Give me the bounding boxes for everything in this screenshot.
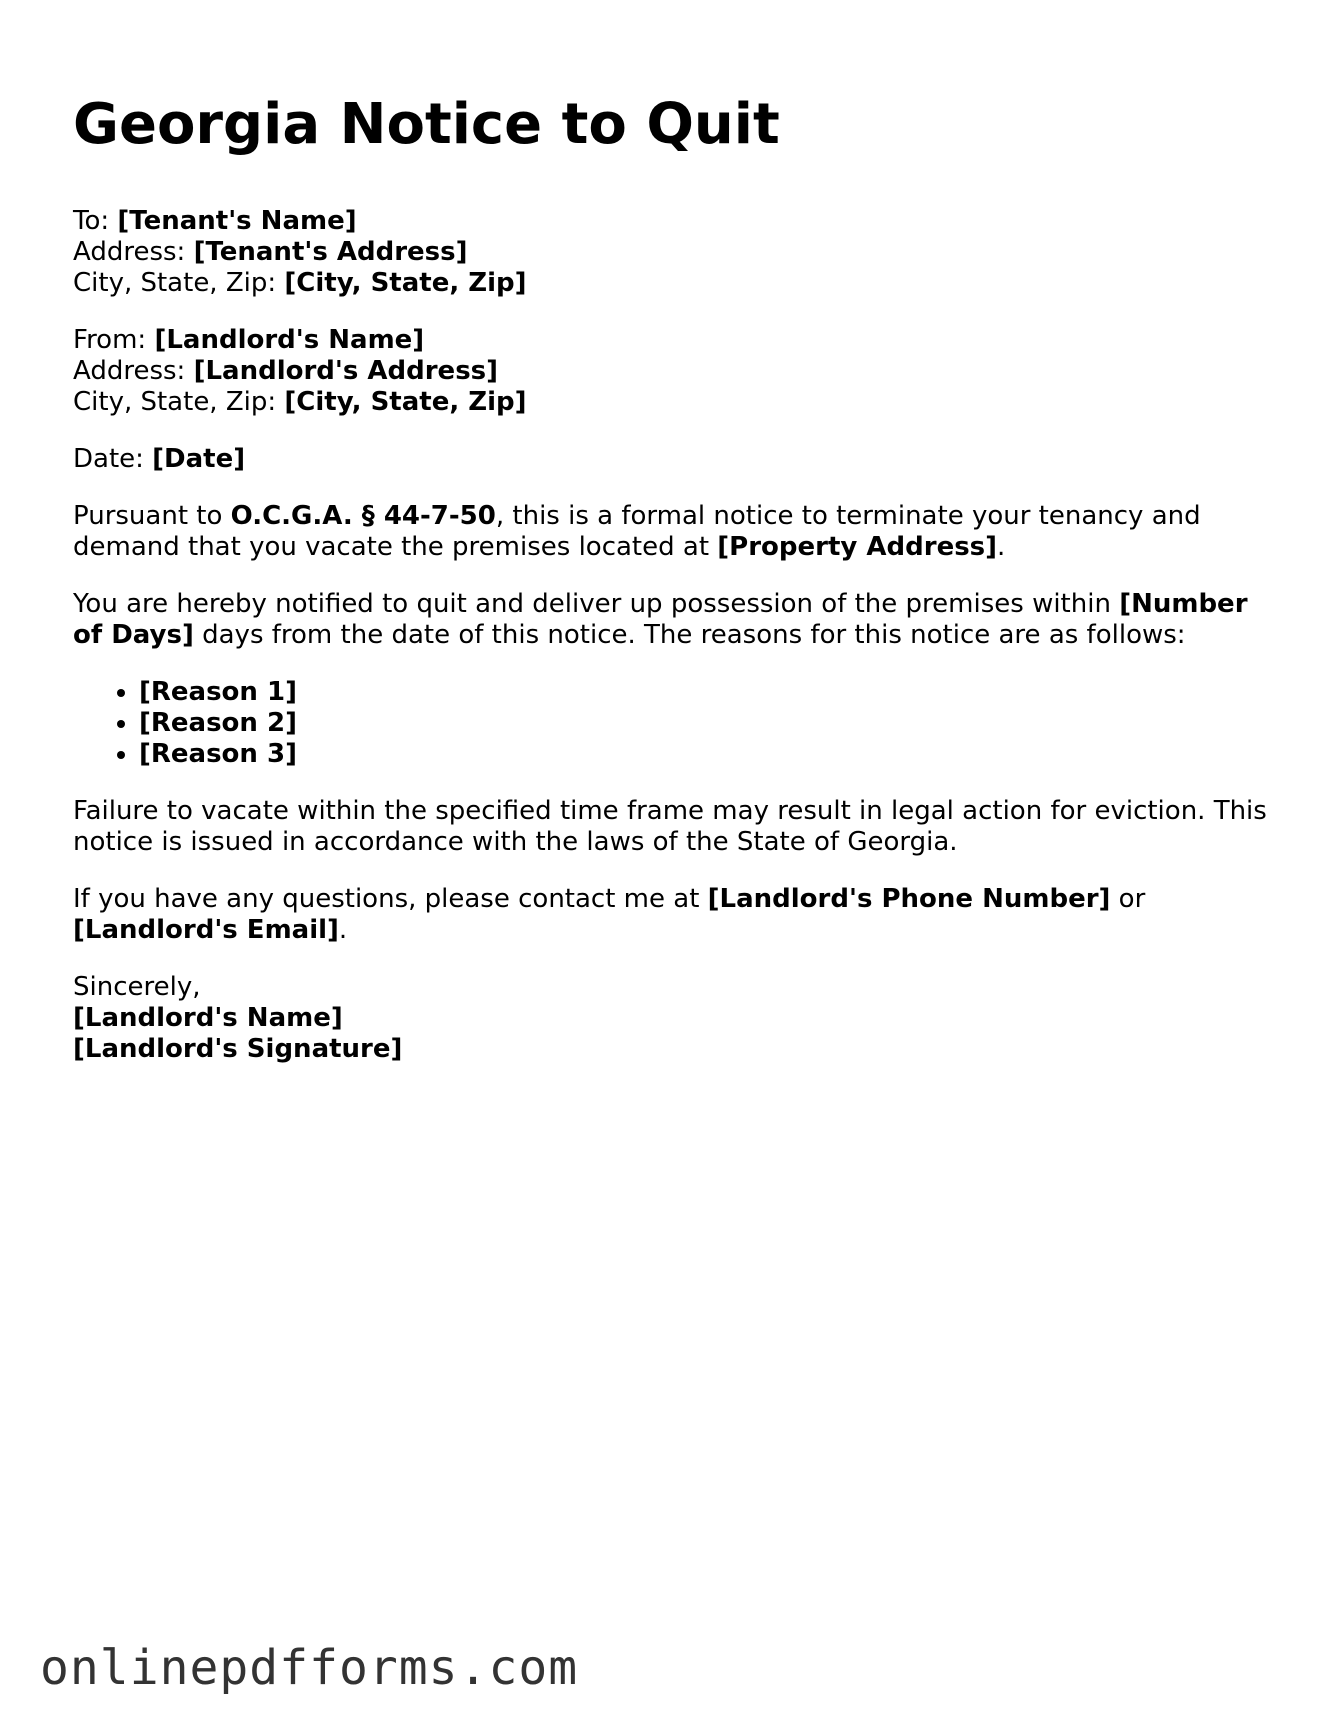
to-section [73, 206, 1273, 299]
closing-landlord-signature: [Landlord's Signature] [73, 1034, 403, 1064]
property-address: [Property Address] [717, 532, 998, 562]
to-address-line [73, 237, 1273, 268]
date-section [73, 444, 1273, 475]
from-address-label: Address: [73, 356, 186, 386]
from-name-line [73, 325, 1273, 356]
number-of-days: [Number of Days] [73, 589, 1248, 650]
reason-item: • [Reason 3] [139, 739, 1273, 770]
page-title: Georgia Notice to Quit [73, 92, 780, 157]
reason-item: • [Reason 1] [139, 677, 1273, 708]
contact-paragraph [73, 884, 1273, 946]
reasons-list [73, 677, 1273, 770]
to-city-label: City, State, Zip: [73, 268, 277, 298]
date-label: Date: [73, 444, 144, 474]
notice-text-1: You are hereby notified to quit and deliver up possession of the premises within [73, 589, 1120, 619]
from-city-label: City, State, Zip: [73, 387, 277, 417]
statute-paragraph [73, 501, 1273, 563]
to-city-line [73, 268, 1273, 299]
closing-salutation: Sincerely, [73, 972, 201, 1002]
from-address-line [73, 356, 1273, 387]
to-address-label: Address: [73, 237, 186, 267]
to-name-value: [Tenant's Name] [117, 206, 357, 236]
reason-item: • [Reason 2] [139, 708, 1273, 739]
statute-text-2: , this is a formal notice to terminate your tenancy and demand that you vacate the premises located at [73, 501, 1201, 562]
to-address-value: [Tenant's Address] [193, 237, 468, 267]
closing-landlord-name: [Landlord's Name] [73, 1003, 343, 1033]
from-address-value: [Landlord's Address] [193, 356, 499, 386]
to-name-line [73, 206, 1273, 237]
contact-text-3: . [338, 915, 348, 945]
landlord-phone: [Landlord's Phone Number] [707, 884, 1111, 914]
eviction-warning-paragraph: Failure to vacate within the specified time frame may result in legal action for eviction. This notice is issued in accordance with the laws of the State of Georgia. [73, 796, 1267, 857]
statute-reference: O.C.G.A. § 44-7-50 [230, 501, 496, 531]
date-value: [Date] [152, 444, 246, 474]
from-city-value: [City, State, Zip] [284, 387, 527, 417]
statute-text-1: Pursuant to [73, 501, 231, 531]
document-page [73, 88, 1273, 1091]
notice-paragraph [73, 589, 1273, 651]
from-section [73, 325, 1273, 418]
from-name-value: [Landlord's Name] [154, 325, 425, 355]
landlord-email: [Landlord's Email] [73, 915, 339, 945]
statute-text-3: . [997, 532, 1006, 562]
from-name-label: From: [73, 325, 147, 355]
to-name-label: To: [73, 206, 110, 236]
notice-text-2: days from the date of this notice. The reasons for this notice are as follows: [193, 620, 1186, 650]
contact-text-1: If you have any questions, please contact me at [73, 884, 708, 914]
from-city-line [73, 387, 1273, 418]
site-watermark: onlinepdfforms.com [40, 1640, 579, 1696]
closing-section [73, 972, 1273, 1065]
contact-text-2: or [1110, 884, 1146, 914]
to-city-value: [City, State, Zip] [284, 268, 527, 298]
